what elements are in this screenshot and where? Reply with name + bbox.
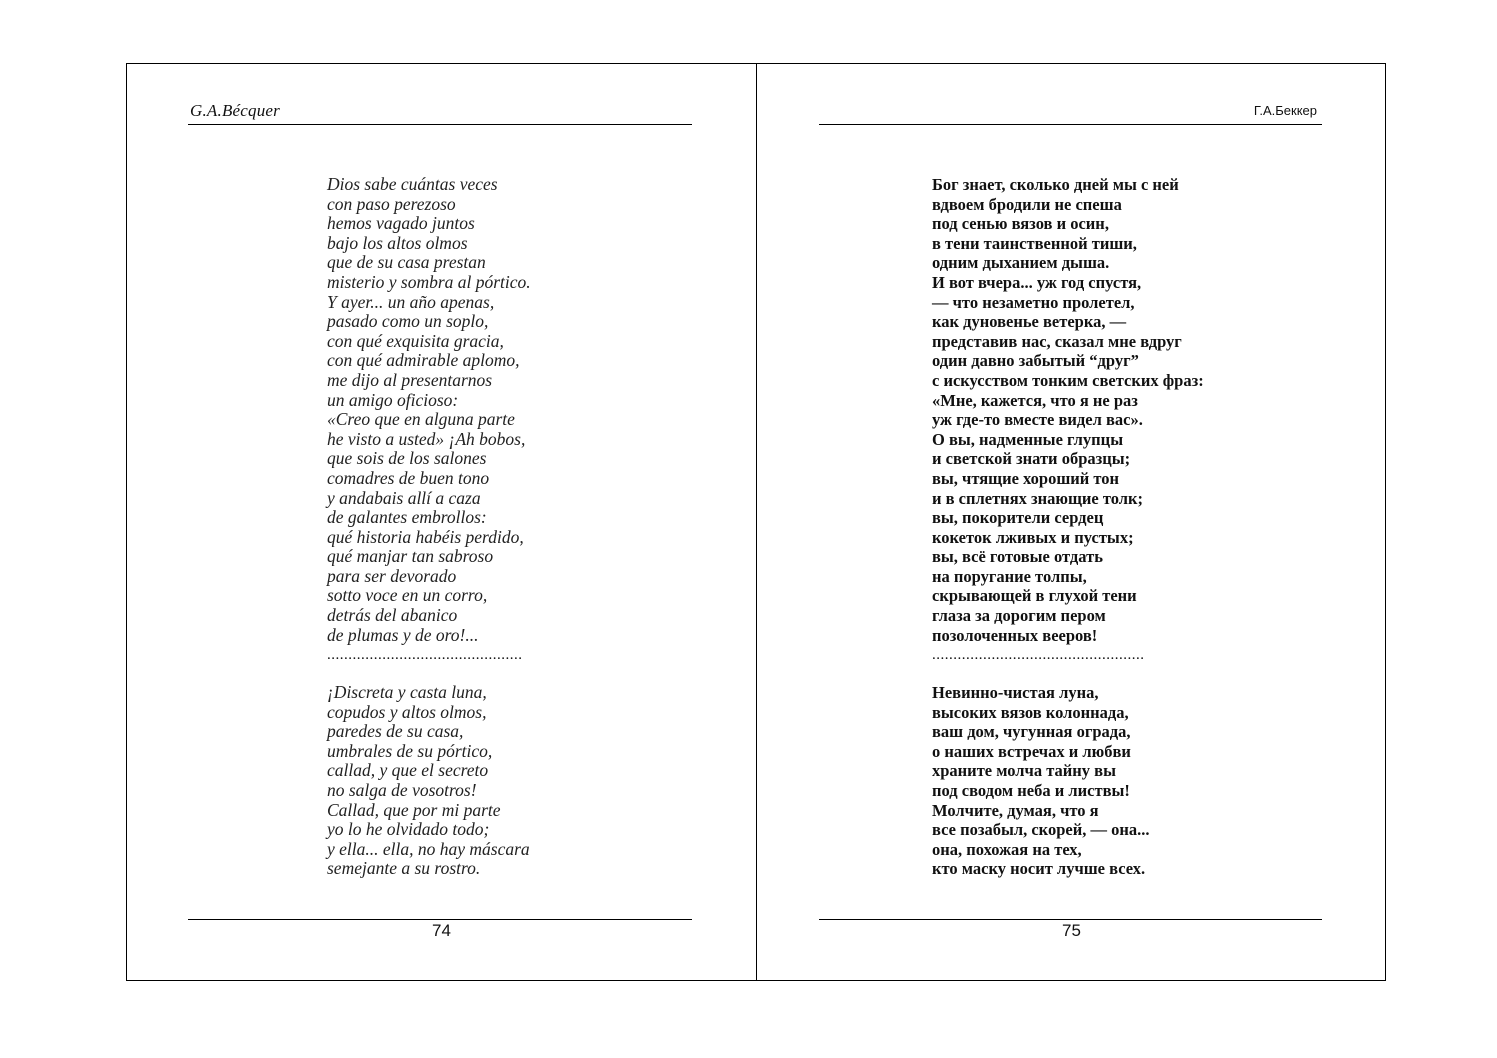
verse-line: кто маску носит лучше всех. bbox=[932, 859, 1146, 879]
poem-stanza-spanish-2 bbox=[327, 683, 530, 879]
verse-line: скрывающей в глухой тени bbox=[932, 586, 1137, 606]
verse-line: pasado como un soplo, bbox=[327, 311, 489, 332]
verse-line: о наших встречах и любви bbox=[932, 741, 1131, 761]
header-rule-right bbox=[819, 124, 1322, 125]
verse-line: О вы, надменные глупцы bbox=[932, 429, 1124, 449]
verse-line: de plumas y de oro!... bbox=[327, 624, 479, 645]
verse-line: un amigo oficioso: bbox=[327, 389, 459, 410]
verse-line: misterio y sombra al pórtico. bbox=[327, 271, 531, 292]
verse-line: con qué admirable aplomo, bbox=[327, 350, 520, 371]
ellipsis-line-right: .................................................. bbox=[932, 647, 1145, 663]
verse-line: с искусством тонким светских фраз: bbox=[932, 370, 1204, 390]
verse-line: paredes de su casa, bbox=[327, 721, 464, 742]
verse-line: представив нас, сказал мне вдруг bbox=[932, 331, 1182, 351]
verse-line: вы, чтящие хороший тон bbox=[932, 468, 1120, 488]
page-number-right: 75 bbox=[1062, 921, 1081, 940]
verse-line: в тени таинственной тиши, bbox=[932, 233, 1137, 253]
verse-line: уж где-то вместе видел вас». bbox=[932, 410, 1143, 430]
spine-divider bbox=[756, 63, 757, 981]
verse-line: под сводом неба и листвы! bbox=[932, 780, 1130, 800]
header-rule-left bbox=[188, 124, 692, 125]
verse-line: под сенью вязов и осин, bbox=[932, 214, 1109, 234]
verse-line: одним дыханием дыша. bbox=[932, 253, 1110, 273]
verse-line: que de su casa prestan bbox=[327, 252, 486, 273]
verse-line: Callad, que por mi parte bbox=[327, 799, 501, 820]
verse-line: «Creo que en alguna parte bbox=[327, 409, 515, 430]
verse-line: que sois de los salones bbox=[327, 448, 487, 469]
verse-line: ¡Discreta y casta luna, bbox=[327, 682, 487, 702]
poem-stanza-spanish-1 bbox=[327, 175, 531, 645]
footer-rule-right bbox=[819, 919, 1322, 920]
verse-line: на поругание толпы, bbox=[932, 566, 1087, 586]
running-head-left: G.A.Bécquer bbox=[190, 101, 280, 120]
verse-line: и светской знати образцы; bbox=[932, 449, 1131, 469]
verse-line: глаза за дорогим пером bbox=[932, 606, 1106, 626]
verse-line: he visto a usted» ¡Ah bobos, bbox=[327, 428, 526, 449]
verse-line: Y ayer... un año apenas, bbox=[327, 291, 495, 312]
verse-line: высоких вязов колоннада, bbox=[932, 702, 1129, 722]
verse-line: de galantes embrollos: bbox=[327, 507, 487, 528]
verse-line: y andabais allí a caza bbox=[327, 487, 481, 508]
verse-line: — что незаметно пролетел, bbox=[932, 292, 1135, 312]
ellipsis-line-left: .............................................. bbox=[327, 647, 523, 663]
verse-line: храните молча тайну вы bbox=[932, 761, 1116, 781]
verse-line: и в сплетнях знающие толк; bbox=[932, 488, 1144, 508]
verse-line: me dijo al presentarnos bbox=[327, 369, 493, 390]
verse-line: sotto voce en un corro, bbox=[327, 585, 488, 606]
poem-stanza-russian-1 bbox=[932, 175, 1204, 645]
verse-line: umbrales de su pórtico, bbox=[327, 740, 493, 761]
verse-line: bajo los altos olmos bbox=[327, 232, 468, 253]
verse-line: один давно забытый “друг” bbox=[932, 351, 1139, 371]
verse-line: ваш дом, чугунная ограда, bbox=[932, 722, 1131, 742]
verse-line: y ella... ella, no hay máscara bbox=[327, 838, 530, 859]
poem-stanza-russian-2 bbox=[932, 683, 1150, 879]
verse-line: кокеток лживых и пустых; bbox=[932, 527, 1134, 547]
verse-line: no salga de vosotros! bbox=[327, 779, 477, 800]
verse-line: она, похожая на тех, bbox=[932, 839, 1082, 859]
verse-line: позолоченных вееров! bbox=[932, 625, 1098, 645]
verse-line: con qué exquisita gracia, bbox=[327, 330, 504, 351]
page-number-left: 74 bbox=[432, 921, 451, 940]
verse-line: Невинно-чистая луна, bbox=[932, 683, 1099, 702]
verse-line: как дуновенье ветерка, — bbox=[932, 312, 1127, 332]
footer-rule-left bbox=[188, 919, 692, 920]
verse-line: qué historia habéis perdido, bbox=[327, 526, 524, 547]
verse-line: detrás del abanico bbox=[327, 605, 458, 626]
verse-line: вы, покорители сердец bbox=[932, 508, 1104, 528]
verse-line: Dios sabe cuántas veces bbox=[327, 174, 498, 194]
verse-line: все позабыл, скорей, — она... bbox=[932, 820, 1150, 840]
verse-line: «Мне, кажется, что я не раз bbox=[932, 390, 1138, 410]
verse-line: para ser devorado bbox=[327, 565, 457, 586]
verse-line: callad, y que el secreto bbox=[327, 760, 489, 781]
verse-line: Бог знает, сколько дней мы с ней bbox=[932, 175, 1179, 194]
verse-line: con paso perezoso bbox=[327, 193, 456, 214]
verse-line: comadres de buen tono bbox=[327, 467, 490, 488]
verse-line: qué manjar tan sabroso bbox=[327, 546, 494, 567]
verse-line: Молчите, думая, что я bbox=[932, 800, 1099, 820]
verse-line: hemos vagado juntos bbox=[327, 213, 475, 234]
verse-line: semejante a su rostro. bbox=[327, 858, 481, 879]
verse-line: вы, всё готовые отдать bbox=[932, 547, 1103, 567]
verse-line: copudos y altos olmos, bbox=[327, 701, 487, 722]
verse-line: yo lo he olvidado todo; bbox=[327, 819, 490, 840]
verse-line: И вот вчера... уж год спустя, bbox=[932, 272, 1142, 292]
verse-line: вдвоем бродили не спеша bbox=[932, 194, 1122, 214]
running-head-right: Г.А.Беккер bbox=[1253, 103, 1317, 118]
